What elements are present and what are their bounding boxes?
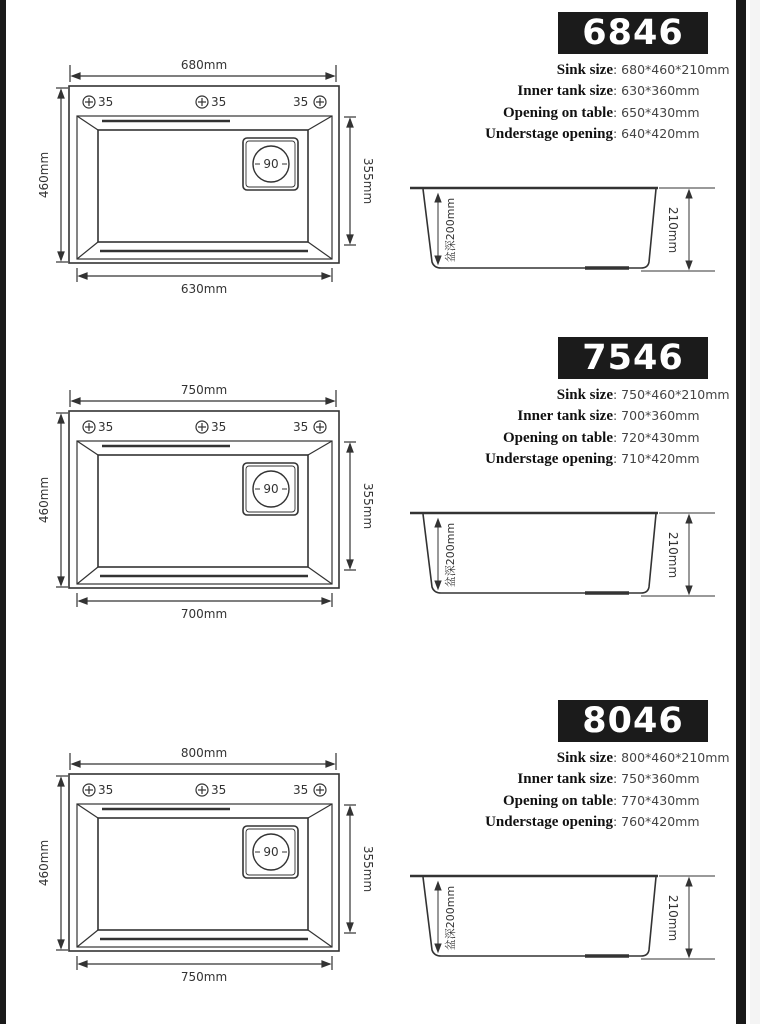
bottom-width-label: 750mm [180,970,228,984]
hole-label-left: 35 [98,420,114,434]
spec-row-sink-size [420,385,740,405]
spec-row-sink-size [420,60,740,80]
spec-value: : 750*460*210mm [613,387,730,402]
spec-row-inner-tank [420,769,740,789]
hole-label-mid: 35 [211,95,227,109]
inner-height-label: 355mm [361,845,375,893]
bottom-width-label: 700mm [180,607,228,621]
spec-label: Opening on table [502,105,613,121]
side-view-diagram [405,180,725,290]
sink-panel-2 [0,688,760,1028]
spec-label: Sink size [556,387,613,403]
spec-label: Opening on table [502,793,613,809]
spec-label: Opening on table [502,430,613,446]
bottom-width-label: 630mm [180,282,228,296]
side-view-diagram [405,868,725,978]
hole-label-left: 35 [98,95,114,109]
side-height-label: 460mm [37,476,51,524]
hole-label-right: 35 [293,95,309,109]
spec-row-opening-table [420,428,740,448]
spec-label: Understage opening [485,126,613,142]
depth-label: 盆深200mm [444,522,457,588]
sink-panel-0 [0,0,760,340]
spec-label: Inner tank size [517,408,613,424]
spec-value: : 710*420mm [613,451,700,466]
inner-height-label: 355mm [361,482,375,530]
hole-label-right: 35 [293,420,309,434]
top-width-label: 800mm [180,746,228,760]
side-view-diagram [405,505,725,615]
spec-value: : 700*360mm [613,408,700,423]
hole-label-left: 35 [98,783,114,797]
hole-label-right: 35 [293,783,309,797]
spec-row-understage [420,124,740,144]
height-label: 210mm [666,531,680,579]
drain-label: 90 [263,845,279,859]
top-view-diagram [0,325,420,645]
sink-panel-1 [0,325,760,665]
model-badge: 8046 [558,700,708,742]
spec-value: : 800*460*210mm [613,750,730,765]
spec-value: : 770*430mm [613,793,700,808]
hole-label-mid: 35 [211,783,227,797]
height-label: 210mm [666,206,680,254]
top-view-diagram [0,688,420,1008]
spec-row-opening-table [420,103,740,123]
side-height-label: 460mm [37,151,51,199]
spec-row-opening-table [420,791,740,811]
top-width-label: 750mm [180,383,228,397]
spec-value: : 720*430mm [613,430,700,445]
spec-value: : 750*360mm [613,771,700,786]
drain-label: 90 [263,157,279,171]
spec-value: : 640*420mm [613,126,700,141]
depth-label: 盆深200mm [444,885,457,951]
side-height-label: 460mm [37,839,51,887]
spec-row-understage [420,812,740,832]
depth-label: 盆深200mm [444,197,457,263]
spec-row-inner-tank [420,81,740,101]
spec-row-inner-tank [420,406,740,426]
spec-value: : 680*460*210mm [613,62,730,77]
spec-row-understage [420,449,740,469]
spec-value: : 760*420mm [613,814,700,829]
top-view-diagram [0,0,420,320]
inner-height-label: 355mm [361,157,375,205]
model-badge: 7546 [558,337,708,379]
spec-label: Understage opening [485,814,613,830]
spec-label: Understage opening [485,451,613,467]
spec-value: : 650*430mm [613,105,700,120]
model-badge: 6846 [558,12,708,54]
spec-label: Inner tank size [517,83,613,99]
drain-label: 90 [263,482,279,496]
height-label: 210mm [666,894,680,942]
spec-row-sink-size [420,748,740,768]
spec-label: Sink size [556,750,613,766]
spec-label: Sink size [556,62,613,78]
top-width-label: 680mm [180,58,228,72]
spec-value: : 630*360mm [613,83,700,98]
hole-label-mid: 35 [211,420,227,434]
spec-label: Inner tank size [517,771,613,787]
